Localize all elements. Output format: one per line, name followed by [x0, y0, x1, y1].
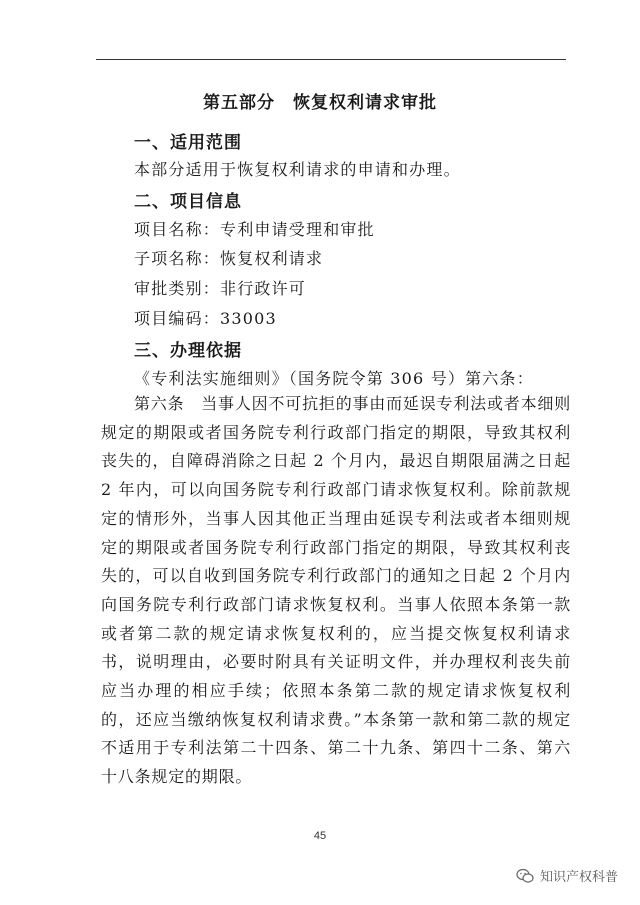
approval-type: 审批类别：非行政许可 [134, 279, 307, 298]
watermark [516, 866, 618, 885]
section-heading-project-info: 二、项目信息 [134, 192, 242, 212]
page-title: 第五部分 恢复权利请求审批 [203, 93, 437, 113]
section-heading-scope: 一、适用范围 [134, 133, 242, 153]
page-number: 45 [313, 830, 327, 842]
watermark-text: 知识产权科普 [539, 870, 618, 885]
item-code: 项目编码：33003 [134, 309, 277, 328]
sub-item-name: 子项名称：恢复权利请求 [134, 249, 324, 268]
basis-paragraph: 第六条 当事人因不可抗拒的事由而延误专利法或者本细则规定的期限或者国务院专利行政部门指定的期限，导致其权利丧失的，自障碍消除之日起 2 个月内，最迟自期限届满之日起 2 年内，可以向国务院专利行政部门请求恢复权利。除前款规定的情形外，当事人因其他正当理由延误专利法或者本细则规定的期限或者国务院专利行政部门指定的期限，导致其权利丧失的，可以自收到国务院专利行政部门的通知之日起 2 个月内向国务院专利行政部门请求恢复权利。当事人依照本条第一款或者第二款的规定请求恢复权利的，应当提交恢复权利请求书，说明理由，必要时附具有关证明文件，并办理权利丧失前应当办理的相应手续；依照本条第二款的规定请求恢复权利的，还应当缴纳恢复权利请求费。”本条第一款和第二款的规定不适用于专利法第二十四条、第二十九条、第四十二条、第六十八条规定的期限。 [101, 394, 571, 787]
item-name: 项目名称：专利申请受理和审批 [134, 220, 375, 239]
section-heading-basis: 三、办理依据 [134, 341, 242, 361]
basis-citation: 《专利法实施细则》（国务院令第 306 号）第六条： [134, 369, 534, 388]
scope-text: 本部分适用于恢复权利请求的申请和办理。 [134, 160, 461, 179]
header-rule [96, 59, 566, 60]
wechat-icon [516, 868, 534, 884]
